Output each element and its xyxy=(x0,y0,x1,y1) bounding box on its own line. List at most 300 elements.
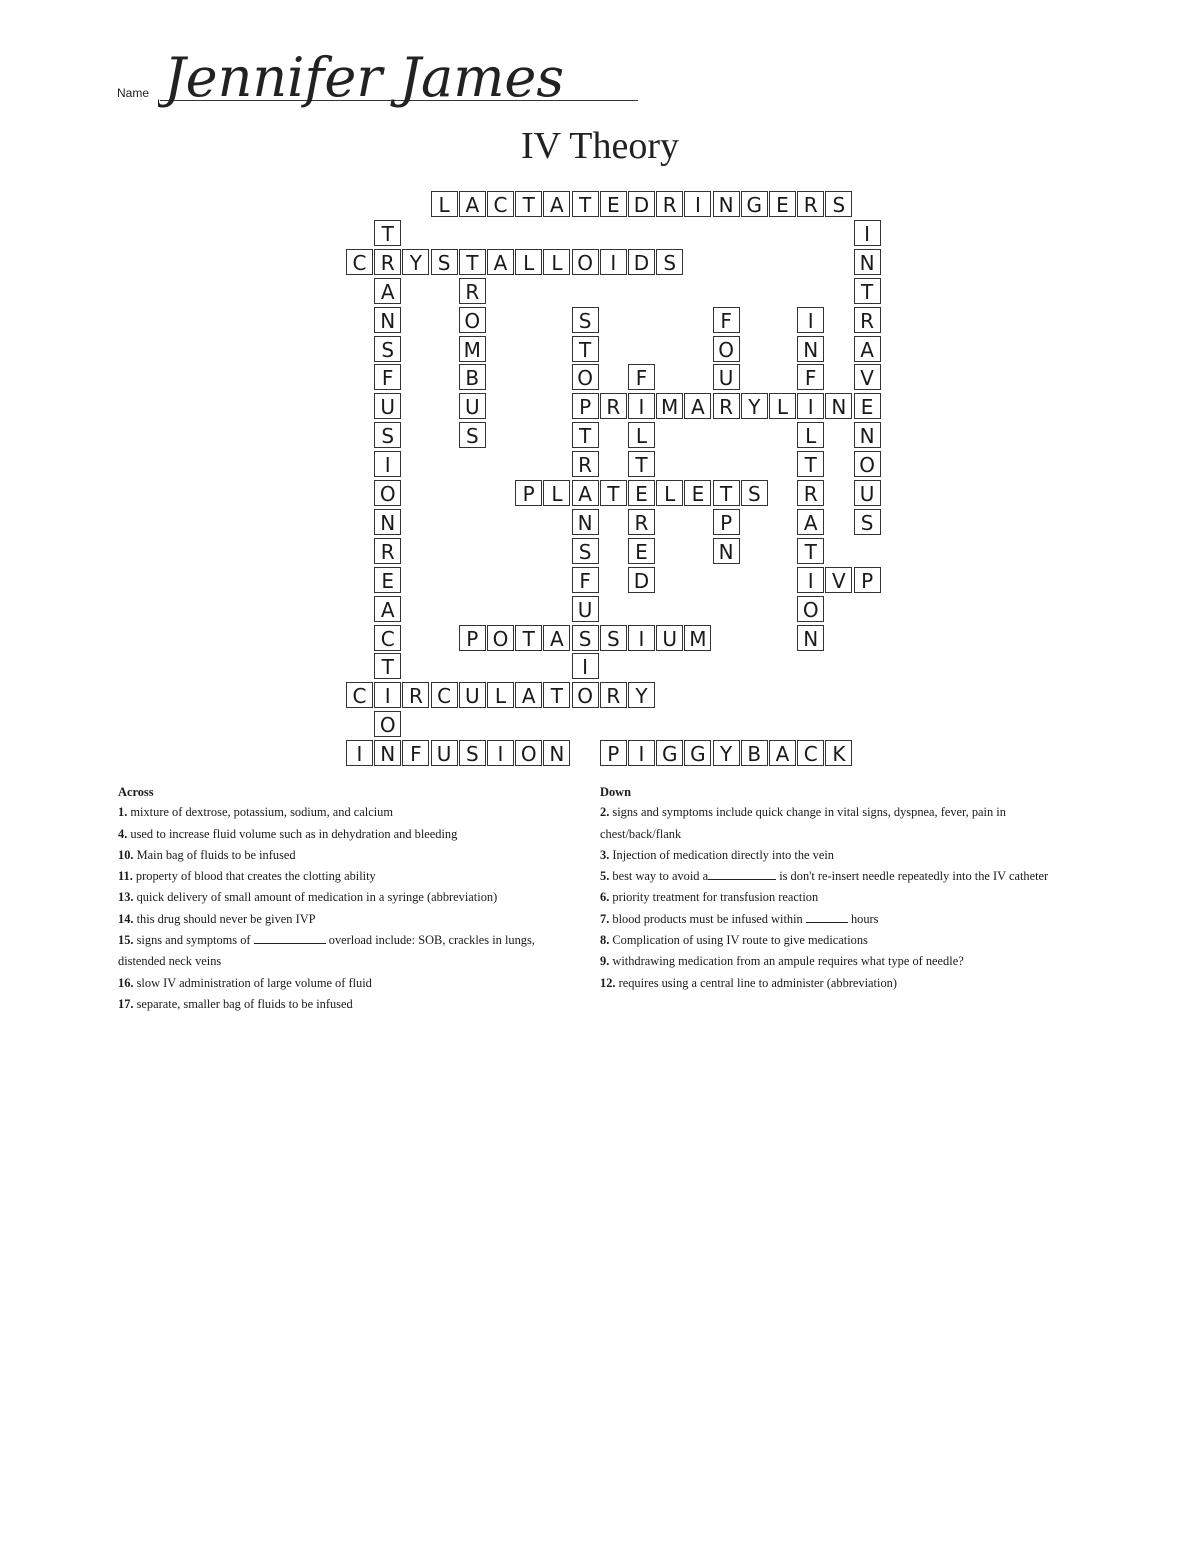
cell-letter: U xyxy=(577,597,593,622)
cell-letter: I xyxy=(384,453,391,478)
crossword-cell[interactable] xyxy=(374,364,401,390)
cell-letter: A xyxy=(521,684,536,709)
crossword-cell[interactable] xyxy=(459,393,486,419)
crossword-cell[interactable] xyxy=(713,336,740,362)
cell-letter: R xyxy=(803,193,818,217)
cell-letter: N xyxy=(380,742,396,767)
cell-letter: S xyxy=(381,424,395,449)
crossword-cell[interactable] xyxy=(628,480,655,506)
cell-letter: E xyxy=(691,482,705,506)
clue-across-10: 10. Main bag of fluids to be infused xyxy=(118,847,296,862)
cell-letter: A xyxy=(775,742,790,767)
crossword-cell[interactable] xyxy=(374,596,401,622)
crossword-cell[interactable] xyxy=(797,596,824,622)
crossword-cell[interactable] xyxy=(797,567,824,593)
crossword-cell[interactable] xyxy=(656,249,683,275)
crossword-cell[interactable] xyxy=(628,740,655,766)
cell-letter: D xyxy=(633,193,650,217)
crossword-cell[interactable] xyxy=(572,682,599,708)
cell-letter: N xyxy=(380,308,396,333)
crossword-cell[interactable] xyxy=(628,451,655,477)
cell-letter: T xyxy=(522,626,535,651)
cell-letter: A xyxy=(550,193,564,217)
crossword-cell[interactable] xyxy=(628,625,655,651)
cell-letter: T xyxy=(578,193,592,217)
cell-letter: E xyxy=(606,193,620,217)
crossword-cell[interactable] xyxy=(543,249,570,275)
crossword-cell[interactable] xyxy=(797,336,824,362)
crossword-cell[interactable] xyxy=(628,567,655,593)
clue-num: 10. xyxy=(118,847,134,862)
cell-letter: T xyxy=(550,684,563,709)
crossword-cell[interactable] xyxy=(402,682,429,708)
cell-letter: E xyxy=(635,539,648,564)
cell-letter: F xyxy=(579,568,591,593)
cell-letter: U xyxy=(662,626,677,651)
crossword-cell[interactable] xyxy=(459,740,486,766)
crossword-cell[interactable] xyxy=(431,191,458,217)
crossword-cell[interactable] xyxy=(797,393,824,419)
cell-letter: I xyxy=(356,742,363,767)
down-heading: Down xyxy=(600,785,631,799)
cell-letter: S xyxy=(832,193,846,217)
crossword-cell[interactable] xyxy=(543,740,570,766)
crossword-cell[interactable] xyxy=(713,307,740,333)
cell-letter: T xyxy=(522,193,535,217)
crossword-cell[interactable] xyxy=(543,682,570,708)
cell-letter: I xyxy=(497,742,504,767)
cell-letter: O xyxy=(379,713,396,738)
crossword-cell[interactable] xyxy=(600,682,627,708)
crossword-cell[interactable] xyxy=(628,682,655,708)
cell-letter: C xyxy=(437,684,452,709)
crossword-cell[interactable] xyxy=(854,509,881,535)
cell-letter: T xyxy=(804,539,817,564)
cell-letter: R xyxy=(465,279,480,304)
crossword-cell[interactable] xyxy=(374,278,401,304)
clue-num: 1. xyxy=(118,805,128,820)
clue-across-17: 17. separate, smaller bag of fluids to be infused xyxy=(118,996,353,1011)
cell-letter: A xyxy=(380,597,395,622)
crossword-cell[interactable] xyxy=(346,682,373,708)
crossword-cell[interactable] xyxy=(825,567,852,593)
crossword-cell[interactable] xyxy=(402,249,429,275)
across-clues xyxy=(118,782,583,1015)
crossword-cell[interactable] xyxy=(459,307,486,333)
crossword-cell[interactable] xyxy=(600,740,627,766)
crossword-cell[interactable] xyxy=(572,451,599,477)
cell-letter: V xyxy=(832,568,846,593)
crossword-cell[interactable] xyxy=(854,364,881,390)
crossword-cell[interactable] xyxy=(374,740,401,766)
crossword-cell[interactable] xyxy=(374,682,401,708)
crossword-cell[interactable] xyxy=(346,740,373,766)
cell-letter: N xyxy=(577,510,593,535)
cell-letter: N xyxy=(803,337,819,362)
cell-letter: F xyxy=(381,366,394,391)
cell-letter: O xyxy=(718,337,734,362)
crossword-cell[interactable] xyxy=(487,740,514,766)
crossword-cell[interactable] xyxy=(572,364,599,390)
crossword-cell[interactable] xyxy=(543,480,570,506)
crossword-cell[interactable] xyxy=(572,567,599,593)
crossword-cell[interactable] xyxy=(515,682,542,708)
cell-letter: Y xyxy=(409,250,422,275)
cell-letter: L xyxy=(523,250,535,275)
cell-letter: N xyxy=(859,424,875,449)
crossword-cell[interactable] xyxy=(713,740,740,766)
cell-letter: R xyxy=(803,482,818,506)
crossword-cell[interactable] xyxy=(628,249,655,275)
cell-letter: P xyxy=(579,395,592,420)
cell-letter: N xyxy=(831,395,847,420)
crossword-cell[interactable] xyxy=(797,364,824,390)
cell-letter: A xyxy=(691,395,705,420)
cell-letter: Y xyxy=(748,395,761,420)
crossword-cell[interactable] xyxy=(459,625,486,651)
cell-letter: N xyxy=(380,510,396,535)
crossword-cell[interactable] xyxy=(797,451,824,477)
crossword-cell[interactable] xyxy=(572,191,599,217)
cell-letter: S xyxy=(465,424,479,449)
cell-letter: O xyxy=(859,453,875,478)
crossword-cell[interactable] xyxy=(431,682,458,708)
cell-letter: T xyxy=(466,250,479,275)
cell-letter: L xyxy=(635,424,648,449)
answer-blank xyxy=(708,878,776,880)
crossword-cell[interactable] xyxy=(487,682,514,708)
crossword-cell[interactable] xyxy=(741,393,768,419)
cell-letter: U xyxy=(436,742,452,767)
crossword-cell[interactable] xyxy=(515,740,542,766)
crossword-cell[interactable] xyxy=(741,191,768,217)
cell-letter: I xyxy=(610,250,617,275)
crossword-cell[interactable] xyxy=(374,480,401,506)
cell-letter: R xyxy=(408,684,423,709)
cell-letter: G xyxy=(746,193,763,217)
down-clues xyxy=(600,782,1080,994)
cell-letter: I xyxy=(807,395,814,420)
crossword-cell[interactable] xyxy=(572,596,599,622)
cell-letter: T xyxy=(381,655,394,680)
cell-letter: C xyxy=(352,250,367,275)
crossword-cell[interactable] xyxy=(487,191,514,217)
crossword-cell[interactable] xyxy=(628,191,655,217)
cell-letter: I xyxy=(864,221,871,246)
crossword-cell[interactable] xyxy=(769,740,796,766)
cell-letter: M xyxy=(689,626,707,651)
crossword-cell[interactable] xyxy=(346,249,373,275)
clue-across-11: 11. property of blood that creates the clotting ability xyxy=(118,869,376,884)
crossword-cell[interactable] xyxy=(374,451,401,477)
cell-letter: L xyxy=(805,424,817,449)
crossword-cell[interactable] xyxy=(459,249,486,275)
cell-letter: U xyxy=(718,366,734,391)
cell-letter: S xyxy=(663,250,677,275)
cell-letter: I xyxy=(807,308,814,333)
cell-letter: U xyxy=(464,395,480,420)
crossword-cell[interactable] xyxy=(459,422,486,448)
crossword-cell[interactable] xyxy=(572,307,599,333)
crossword-cell[interactable] xyxy=(374,538,401,564)
crossword-cell[interactable] xyxy=(628,509,655,535)
cell-letter: M xyxy=(661,395,679,420)
crossword-cell[interactable] xyxy=(628,364,655,390)
clue-num: 12. xyxy=(600,975,616,990)
clue-across-1: 1. mixture of dextrose, potassium, sodium, and calcium xyxy=(118,805,393,820)
crossword-cell[interactable] xyxy=(825,740,852,766)
cell-letter: S xyxy=(860,510,874,535)
crossword-cell[interactable] xyxy=(600,191,627,217)
cell-letter: I xyxy=(582,655,589,680)
crossword-cell[interactable] xyxy=(854,422,881,448)
cell-letter: A xyxy=(380,279,395,304)
crossword-cell[interactable] xyxy=(543,191,570,217)
crossword-cell[interactable] xyxy=(402,740,429,766)
clue-num: 7. xyxy=(600,911,610,926)
crossword-cell[interactable] xyxy=(713,509,740,535)
crossword-cell[interactable] xyxy=(374,307,401,333)
crossword-cell[interactable] xyxy=(854,567,881,593)
crossword-cell[interactable] xyxy=(600,625,627,651)
crossword-cell[interactable] xyxy=(854,451,881,477)
crossword-cell[interactable] xyxy=(572,509,599,535)
crossword-cell[interactable] xyxy=(431,249,458,275)
crossword-cell[interactable] xyxy=(374,653,401,679)
crossword-cell[interactable] xyxy=(713,538,740,564)
crossword-cell[interactable] xyxy=(374,567,401,593)
cell-letter: G xyxy=(661,742,678,767)
cell-letter: R xyxy=(634,510,649,535)
cell-letter: O xyxy=(520,742,537,767)
crossword-cell[interactable] xyxy=(572,422,599,448)
crossword-cell[interactable] xyxy=(459,364,486,390)
crossword-cell[interactable] xyxy=(854,278,881,304)
clue-across-15: 15. signs and symptoms of overload include: SOB, crackles in lungs, distended neck veins xyxy=(118,933,535,969)
cell-letter: U xyxy=(380,395,395,420)
cell-letter: I xyxy=(694,193,701,217)
cell-letter: N xyxy=(718,539,734,564)
crossword-cell[interactable] xyxy=(572,625,599,651)
crossword-cell[interactable] xyxy=(741,740,768,766)
cell-letter: T xyxy=(860,279,874,304)
clue-num: 16. xyxy=(118,975,134,990)
crossword-cell[interactable] xyxy=(769,191,796,217)
crossword-cell[interactable] xyxy=(487,249,514,275)
crossword-cell[interactable] xyxy=(459,336,486,362)
cell-letter: P xyxy=(607,742,620,767)
crossword-cell[interactable] xyxy=(431,740,458,766)
cell-letter: S xyxy=(465,742,479,767)
crossword-cell[interactable] xyxy=(684,393,711,419)
clue-num: 2. xyxy=(600,805,610,820)
crossword-cell[interactable] xyxy=(459,682,486,708)
crossword-cell[interactable] xyxy=(374,220,401,246)
cell-letter: N xyxy=(549,742,565,767)
crossword-cell[interactable] xyxy=(628,393,655,419)
cell-letter: O xyxy=(464,308,481,333)
crossword-cell[interactable] xyxy=(600,480,627,506)
cell-letter: E xyxy=(860,395,874,420)
crossword-cell[interactable] xyxy=(572,538,599,564)
cell-letter: A xyxy=(578,482,592,506)
clue-num: 15. xyxy=(118,933,134,948)
cell-letter: T xyxy=(607,482,620,506)
crossword-cell[interactable] xyxy=(656,740,683,766)
clue-down-7: 7. blood products must be infused within hours xyxy=(600,911,879,926)
crossword-cell[interactable] xyxy=(825,393,852,419)
cell-letter: A xyxy=(465,193,480,217)
cell-letter: O xyxy=(577,250,593,275)
cell-letter: I xyxy=(638,742,645,767)
crossword-cell[interactable] xyxy=(797,191,824,217)
cell-letter: C xyxy=(803,742,818,767)
crossword-cell[interactable] xyxy=(572,249,599,275)
crossword-cell[interactable] xyxy=(543,625,570,651)
crossword-cell[interactable] xyxy=(515,625,542,651)
cell-letter: U xyxy=(464,684,480,709)
clue-down-8: 8. Complication of using IV route to give medications xyxy=(600,933,868,948)
crossword-cell[interactable] xyxy=(572,393,599,419)
crossword-cell[interactable] xyxy=(572,653,599,679)
clue-across-4: 4. used to increase fluid volume such as in dehydration and bleeding xyxy=(118,826,458,841)
crossword-cell[interactable] xyxy=(656,191,683,217)
crossword-cell[interactable] xyxy=(713,364,740,390)
clue-num: 17. xyxy=(118,996,134,1011)
cell-letter: I xyxy=(638,626,645,651)
cell-letter: N xyxy=(859,250,875,275)
cell-letter: R xyxy=(662,193,677,217)
crossword-cell[interactable] xyxy=(713,191,740,217)
cell-letter: Y xyxy=(635,684,648,709)
clue-num: 8. xyxy=(600,933,610,948)
crossword-cell[interactable] xyxy=(684,191,711,217)
crossword-cell[interactable] xyxy=(825,191,852,217)
crossword-cell[interactable] xyxy=(854,249,881,275)
page-title: IV Theory xyxy=(521,125,679,167)
crossword-cell[interactable] xyxy=(797,307,824,333)
cell-letter: C xyxy=(352,684,367,709)
crossword-cell[interactable] xyxy=(374,393,401,419)
cell-letter: K xyxy=(832,742,846,767)
cell-letter: T xyxy=(381,221,394,246)
crossword-cell[interactable] xyxy=(515,249,542,275)
cell-letter: U xyxy=(859,482,875,506)
crossword-cell[interactable] xyxy=(854,307,881,333)
crossword-cell[interactable] xyxy=(374,249,401,275)
answer-blank xyxy=(254,942,326,944)
cell-letter: T xyxy=(804,453,817,478)
crossword-cell[interactable] xyxy=(797,538,824,564)
crossword-cell[interactable] xyxy=(600,249,627,275)
crossword-cell[interactable] xyxy=(572,480,599,506)
cell-letter: S xyxy=(747,482,761,506)
crossword-cell[interactable] xyxy=(459,278,486,304)
cell-letter: T xyxy=(578,424,592,449)
crossword-cell[interactable] xyxy=(374,422,401,448)
cell-letter: I xyxy=(807,568,814,593)
cell-letter: E xyxy=(635,482,648,506)
crossword-cell[interactable] xyxy=(628,538,655,564)
crossword-cell[interactable] xyxy=(797,509,824,535)
cell-letter: V xyxy=(860,366,874,391)
cell-letter: L xyxy=(664,482,676,506)
crossword-cell[interactable] xyxy=(797,625,824,651)
crossword-cell[interactable] xyxy=(374,625,401,651)
cell-letter: L xyxy=(551,482,563,506)
crossword-cell[interactable] xyxy=(797,422,824,448)
crossword-cell[interactable] xyxy=(797,480,824,506)
crossword-cell[interactable] xyxy=(374,711,401,737)
cell-letter: L xyxy=(776,395,789,420)
clue-down-9: 9. withdrawing medication from an ampule requires what type of needle? xyxy=(600,954,964,969)
crossword-cell[interactable] xyxy=(854,480,881,506)
cell-letter: E xyxy=(381,568,394,593)
cell-letter: R xyxy=(860,308,875,333)
crossword-cell[interactable] xyxy=(684,480,711,506)
clue-down-12: 12. requires using a central line to administer (abbreviation) xyxy=(600,975,897,990)
crossword-cell[interactable] xyxy=(374,509,401,535)
crossword-cell[interactable] xyxy=(769,393,796,419)
cell-letter: T xyxy=(719,482,733,506)
clue-num: 13. xyxy=(118,890,134,905)
crossword-cell[interactable] xyxy=(684,740,711,766)
cell-letter: F xyxy=(635,366,648,391)
crossword-cell[interactable] xyxy=(515,480,542,506)
cell-letter: P xyxy=(522,482,535,506)
cell-letter: P xyxy=(720,510,733,535)
crossword-cell[interactable] xyxy=(656,393,683,419)
student-name: Jennifer James xyxy=(164,46,565,109)
crossword-cell[interactable] xyxy=(374,336,401,362)
clue-down-3: 3. Injection of medication directly into the vein xyxy=(600,847,834,862)
crossword-cell[interactable] xyxy=(628,422,655,448)
cell-letter: L xyxy=(551,250,563,275)
cell-letter: A xyxy=(550,626,564,651)
cell-letter: O xyxy=(577,366,593,391)
crossword-cell[interactable] xyxy=(741,480,768,506)
crossword-cell[interactable] xyxy=(600,393,627,419)
crossword-cell[interactable] xyxy=(713,480,740,506)
name-label: Name xyxy=(117,86,150,100)
clue-across-13: 13. quick delivery of small amount of medication in a syringe (abbreviation) xyxy=(118,890,498,905)
cell-letter: D xyxy=(633,568,650,593)
crossword-cell[interactable] xyxy=(854,393,881,419)
crossword-cell[interactable] xyxy=(656,480,683,506)
crossword-cell[interactable] xyxy=(487,625,514,651)
clue-num: 11. xyxy=(118,869,133,884)
crossword-cell[interactable] xyxy=(684,625,711,651)
crossword-cell[interactable] xyxy=(797,740,824,766)
crossword-cell[interactable] xyxy=(854,220,881,246)
cell-letter: M xyxy=(463,337,481,362)
clue-down-5: 5. best way to avoid a is don't re-insert needle repeatedly into the IV catheter xyxy=(600,869,1049,884)
cell-letter: S xyxy=(578,308,592,333)
across-heading: Across xyxy=(118,785,154,799)
cell-letter: S xyxy=(606,626,620,651)
cell-letter: A xyxy=(803,510,818,535)
crossword-cell[interactable] xyxy=(656,625,683,651)
clue-num: 4. xyxy=(118,826,128,841)
cell-letter: O xyxy=(577,684,593,709)
crossword-cell[interactable] xyxy=(459,191,486,217)
cell-letter: C xyxy=(380,626,395,651)
crossword-cell[interactable] xyxy=(854,336,881,362)
crossword-cell[interactable] xyxy=(572,336,599,362)
cell-letter: C xyxy=(493,193,508,217)
crossword-cell[interactable] xyxy=(515,191,542,217)
crossword-cell[interactable] xyxy=(713,393,740,419)
